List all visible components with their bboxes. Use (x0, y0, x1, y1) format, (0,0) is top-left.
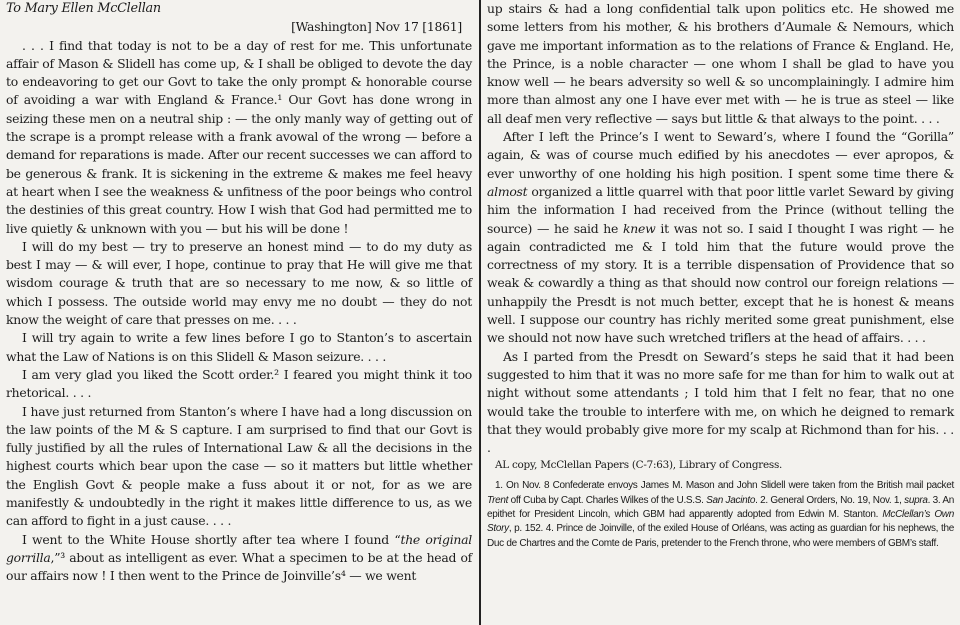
paragraph: I have just returned from Stanton’s where I have had a long discussion on the law points of the M & S capture. I am surprised to find that our Govt is fully justified by all the rules of International Law & all the decisions in the highest courts which bear upon the case — so it matters but little whether the English Govt & people make a fuss about it or not, for as we are manifestly & undoubtedly in the right it makes little difference to us, as we can afford to fight in a just cause. . . . (6, 403, 472, 529)
text-span: , p. 152. 4. Prince de Joinville, of the exiled House of Orléans, was acting as guardian for his nephews, the Duc de Chartres and the Comte de Paris, pretender to the French throne, who were members of GBM’s staff. (487, 523, 954, 549)
source-citation: AL copy, McClellan Papers (C-7:63), Library of Congress. (495, 459, 783, 472)
paragraph: I will do my best — try to preserve an honest mind — to do my duty as best I may — & will ever, I hope, continue to pray that He will give me that wisdom courage & truth that are so necessary to me now, & so little of which I possess. The outside world may envy me no doubt — they do not know the weight of care that presses on me. . . . (6, 238, 472, 328)
italic-word: almost (487, 183, 528, 199)
paragraph: I will try again to write a few lines before I go to Stanton’s to ascertain what the Law of Nations is on this Slidell & Mason seizure. . . . (6, 330, 472, 364)
italic-word: San Jacinto (706, 494, 756, 506)
paragraph: I am very glad you liked the Scott order.² I feared you might think it too rhetorical. . . . (6, 366, 472, 401)
text-span: . 3. An epithet for President Lincoln, which GBM had apparently adopted from Edwin M. Stanton. (487, 494, 954, 521)
italic-word: knew (623, 220, 656, 236)
letter-dateline: [Washington] Nov 17 [1861] (291, 19, 462, 35)
text-span: 1. On Nov. 8 Confederate envoys James M. Mason and John Slidell were taken from the British mail packet (495, 480, 954, 492)
italic-quote: the original gorrilla (6, 531, 472, 565)
footnote-text (487, 479, 954, 550)
left-column (6, 0, 472, 586)
letter-recipient-heading: To Mary Ellen McClellan (6, 1, 161, 16)
footnotes (487, 479, 954, 550)
text-span: After I left the Prince’s I went to Seward’s, where I found the “Gorilla” again, & was of course much edified by his anecdotes — ever apropos, & ever unworthy of one holding his high position. I spent some time there & (487, 129, 954, 181)
paragraph (6, 531, 472, 586)
column-divider (479, 0, 481, 625)
text-span: it was not so. I said I thought I was right — he again contradicted me & I told him that the future would prove the correctness of my story. It is a terrible dispensation of Providence that so weak & cowardly a thing as that should now control our foreign relations — unhappily the Presdt is not much better, except that he is honest & means well. I suppose our country has richly merited some great punishment, else we should not now have such wretched triflers at the head of affairs. . . . (487, 220, 954, 346)
text-span: ,”³ about as intelligent as ever. What a specimen to be at the head of our affairs now ! I then went to the Prince de Joinville’s⁴ — we went (6, 549, 472, 584)
paragraph-continued: up stairs & had a long confidential talk upon politics etc. He showed me some letters from his mother, & his brothers d’Aumale & Nemours, which gave me important information as to the relations of France & England. He, the Prince, is a noble character — one whom I shall be glad to have you know well — he bears adversity so well & so uncomplainingly. I admire him more than almost any one I have ever met with — he is true as steel — like all deaf men very reflective — says but little & that always to the point. . . . (487, 1, 954, 126)
paragraph: As I parted from the Presdt on Seward’s steps he said that it had been suggested to him that it was no more safe for me than for him to walk out at night without some attendants ; I told him that I felt no fear, that no one would take the trouble to interfere with me, on which he deigned to remark that they would probably give more for my scalp at Richmond than for his. . . . (487, 348, 954, 456)
text-span: organized a little quarrel with that poor little varlet Seward by giving him the information I had received from the Prince (without telling the source) — he said he (487, 183, 954, 236)
italic-word: supra (904, 494, 928, 506)
italic-word: Trent (487, 494, 509, 506)
paragraph: . . . I find that today is not to be a day of rest for me. This unfortunate affair of Mason & Slidell has come up, & I shall be obliged to devote the day to endeavoring to get our Govt to take the only prompt & honorable course of avoiding a war with England & France.¹ Our Govt has done wrong in seizing these men on a neutral ship : — the only manly way of getting out of the scrape is a prompt release with a frank avowal of the wrong — before a demand for reparations is made. After our recent successes we can afford to be generous & frank. It is sickening in the extreme & makes me feel heavy at heart when I see the weakness & unfitness of the poor beings who control the destinies of this great country. How I wish that God had permitted me to live quietly & unknown with you — but his will be done ! (6, 37, 472, 236)
paragraph (487, 128, 954, 348)
text-span: I went to the White House shortly after tea where I found “ (22, 531, 401, 547)
right-column (487, 0, 954, 551)
text-span: off Cuba by Capt. Charles Wilkes of the U.S.S. (508, 494, 707, 506)
italic-title: McClellan’s Own Story (487, 509, 954, 535)
text-span: . 2. General Orders, No. 19, Nov. 1, (755, 494, 905, 506)
